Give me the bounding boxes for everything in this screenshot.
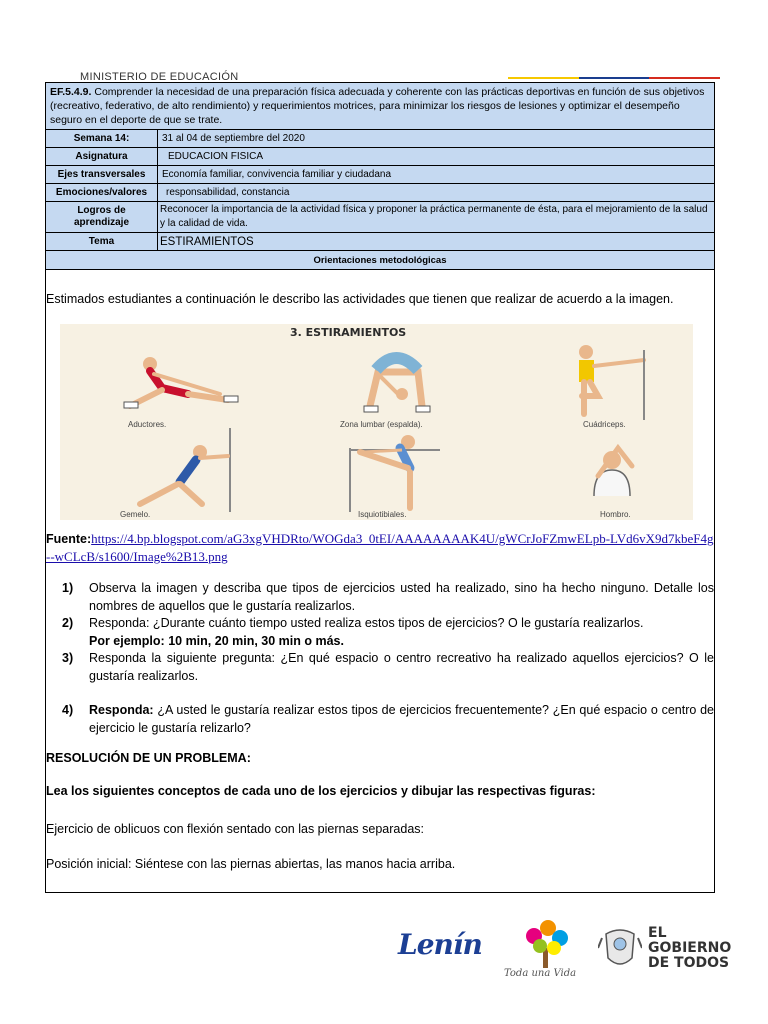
question-number: 4) <box>62 703 74 717</box>
row-label-emociones: Emociones/valores <box>46 184 158 202</box>
problem-heading: RESOLUCIÓN DE UN PROBLEMA: <box>46 751 251 765</box>
caption-gemelo: Gemelo. <box>120 510 151 519</box>
source-link[interactable]: https://4.bp.blogspot.com/aG3xgVHDRto/WOGda3_0tEI/AAAAAAAAK4U/gWCrJoFZmwELpb-LVd6vX9d7kbeF4g--wCLcB/s1600/Image%2B13.png <box>46 531 714 564</box>
row-label-asignatura: Asignatura <box>46 148 158 166</box>
caption-isquiotibiales: Isquiotibiales. <box>358 510 407 519</box>
gobierno-line-1: EL <box>648 925 667 941</box>
question-text: Responda la siguiente pregunta: ¿En qué espacio o centro recreativo ha realizado aquellos ejercicios? O le gustaría realizarlos. <box>89 651 714 683</box>
intro-paragraph: Estimados estudiantes a continuación le describo las actividades que tienen que realizar de acuerdo a la imagen. <box>46 292 674 306</box>
caption-hombro: Hombro. <box>600 510 631 519</box>
row-value-logros: Reconocer la importancia de la actividad física y proponer la práctica permanente de ésta, para el mejoramiento de la salud y la calidad de vida. <box>158 202 715 233</box>
row-value-tema: ESTIRAMIENTOS <box>158 233 715 251</box>
table-row <box>46 166 715 184</box>
gobierno-logo <box>598 924 732 976</box>
caption-zona-lumbar: Zona lumbar (espalda). <box>340 420 423 429</box>
row-value-emociones: responsabilidad, constancia <box>158 184 715 202</box>
quadriceps-stretch-illustration <box>548 340 658 420</box>
example-label: Por ejemplo: <box>89 633 165 648</box>
caption-aductores: Aductores. <box>128 420 167 429</box>
question-item <box>62 702 714 737</box>
footer-logos <box>398 918 732 984</box>
hamstring-stretch-illustration <box>330 428 460 512</box>
flag-blue-stripe <box>579 77 650 79</box>
objective-cell <box>46 83 715 130</box>
flag-red-stripe <box>649 77 720 79</box>
table-row <box>46 184 715 202</box>
gobierno-text <box>648 926 731 971</box>
calf-stretch-illustration <box>120 428 250 512</box>
caption-cuadriceps: Cuádriceps. <box>583 420 626 429</box>
question-text: Observa la imagen y describa que tipos de ejercicios usted ha realizado, sino ha hecho ninguno. Detalle los nombres de aquellos que le gustaría realizarlos. <box>89 581 714 613</box>
orientation-row <box>46 251 715 270</box>
source-label: Fuente: <box>46 532 92 546</box>
adductor-stretch-illustration <box>110 338 250 418</box>
table-row <box>46 233 715 251</box>
lumbar-stretch-illustration <box>330 336 450 422</box>
objective-text: Comprender la necesidad de una preparación física adecuada y coherente con las prácticas deportivas en función de sus objetivos (recreativo, federativo, de alto rendimiento) y requerimientos motrices, para minimizar los riesgos de lesiones y optimizar el desempeño seguro en el deporte de que se trate. <box>50 86 705 126</box>
initial-position: Posición inicial: Siéntese con las piernas abiertas, las manos hacia arriba. <box>46 857 456 871</box>
example-text: 10 min, 20 min, 30 min o más. <box>164 633 344 648</box>
source-line <box>46 530 714 566</box>
figure-title: 3. ESTIRAMIENTOS <box>290 326 407 339</box>
flag-yellow-stripe <box>508 77 579 79</box>
row-label-semana: Semana 14: <box>46 130 158 148</box>
table-row <box>46 148 715 166</box>
table-row <box>46 202 715 233</box>
row-label-logros: Logros de aprendizaje <box>46 202 158 233</box>
question-4-text: ¿A usted le gustaría realizar estos tipos de ejercicios frecuentemente? ¿En qué espacio o centro de ejercicio le gustaría relizarlo? <box>89 703 714 735</box>
question-text <box>89 615 714 650</box>
row-value-asignatura: EDUCACION FISICA <box>158 148 715 166</box>
shoulder-stretch-illustration <box>568 436 658 506</box>
objective-row <box>46 83 715 130</box>
question-list <box>62 580 714 737</box>
gobierno-line-2: GOBIERNO <box>648 940 732 956</box>
question-item <box>62 615 714 650</box>
row-value-semana: 31 al 04 de septiembre del 2020 <box>158 130 715 148</box>
question-number: 3) <box>62 651 74 665</box>
info-table <box>45 82 715 270</box>
question-number: 2) <box>62 616 74 630</box>
coat-of-arms-icon <box>598 924 642 972</box>
ministry-header: MINISTERIO DE EDUCACIÓN <box>80 71 239 83</box>
row-label-tema: Tema <box>46 233 158 251</box>
row-value-ejes: Economía familiar, convivencia familiar y ciudadana <box>158 166 715 184</box>
exercise-title: Ejercicio de oblicuos con flexión sentado con las piernas separadas: <box>46 822 425 836</box>
toda-una-vida-text: Toda una Vida <box>504 968 577 979</box>
orientation-header: Orientaciones metodológicas <box>46 251 715 270</box>
row-label-ejes: Ejes transversales <box>46 166 158 184</box>
question-number: 1) <box>62 581 74 595</box>
lenin-logo: Lenín <box>398 928 482 961</box>
objective-code: EF.5.4.9. <box>50 86 92 98</box>
question-text <box>89 702 714 737</box>
table-row <box>46 130 715 148</box>
gobierno-line-3: DE TODOS <box>648 955 730 971</box>
stretching-figure <box>60 324 693 520</box>
drawing-instruction: Lea los siguientes conceptos de cada uno de los ejercicios y dibujar las respectivas figuras: <box>46 784 596 798</box>
question-4-prefix: Responda: <box>89 703 154 717</box>
question-item <box>62 650 714 685</box>
question-2-text: Responda: ¿Durante cuánto tiempo usted realiza estos tipos de ejercicios? O le gustaría realizarlos. <box>89 616 644 630</box>
question-item <box>62 580 714 615</box>
